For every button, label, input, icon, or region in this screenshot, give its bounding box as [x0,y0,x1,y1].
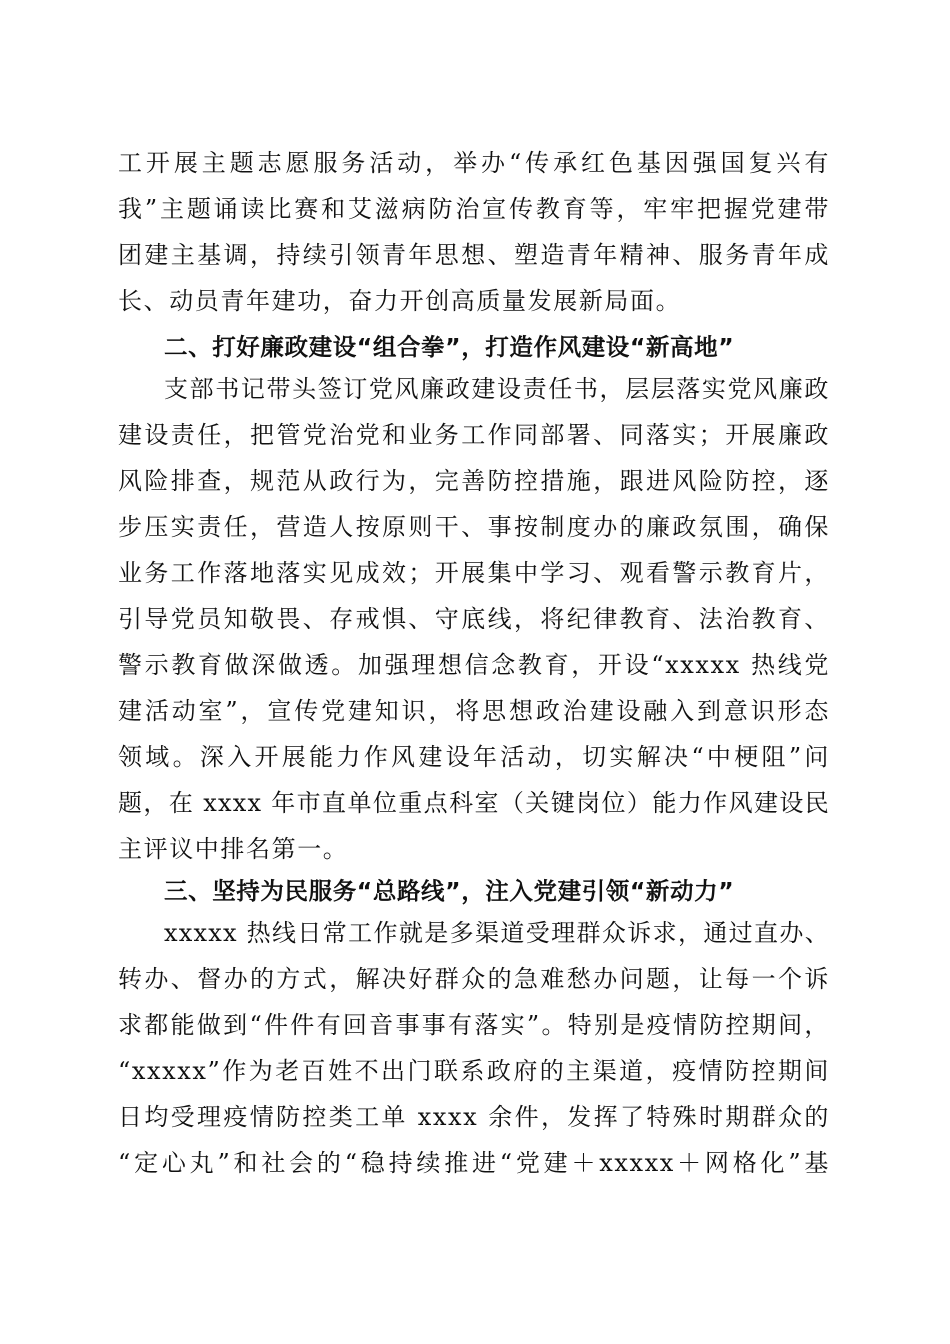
paragraph-line: 我”主题诵读比赛和艾滋病防治宣传教育等，牢牢把握党建带 [118,195,830,223]
paragraph-line: 建设责任，把管党治党和业务工作同部署、同落实；开展廉政 [118,421,830,449]
paragraph-first-line: 支部书记带头签订党风廉政建设责任书，层层落实党风廉政 [164,375,830,403]
paragraph-line: 题，在 xxxx 年市直单位重点科室（关键岗位）能力作风建设民 [118,789,830,817]
paragraph-line: 转办、督办的方式，解决好群众的急难愁办问题，让每一个诉 [118,965,830,993]
paragraph-line: 建活动室”，宣传党建知识，将思想政治建设融入到意识形态 [118,697,830,725]
paragraph-line: 引导党员知敬畏、存戒惧、守底线，将纪律教育、法治教育、 [118,605,830,633]
paragraph-line: 工开展主题志愿服务活动，举办“传承红色基因强国复兴有 [118,149,830,177]
paragraph-line: 求都能做到“件件有回音事事有落实”。特别是疫情防控期间， [118,1011,830,1039]
paragraph-line: 步压实责任，营造人按原则干、事按制度办的廉政氛围，确保 [118,513,830,541]
paragraph-line: 领域。深入开展能力作风建设年活动，切实解决“中梗阻”问 [118,743,830,771]
paragraph-line: 警示教育做深做透。加强理想信念教育，开设“xxxxx 热线党 [118,651,830,679]
paragraph-line: 风险排查，规范从政行为，完善防控措施，跟进风险防控，逐 [118,467,830,495]
paragraph-first-line: xxxxx 热线日常工作就是多渠道受理群众诉求，通过直办、 [164,919,830,947]
paragraph-line: “xxxxx”作为老百姓不出门联系政府的主渠道，疫情防控期间 [118,1057,830,1085]
section-heading-2: 二、打好廉政建设“组合拳”，打造作风建设“新高地” [164,333,735,361]
paragraph-line: 主评议中排名第一。 [118,835,349,863]
paragraph-line: 业务工作落地落实见成效；开展集中学习、观看警示教育片， [118,559,830,587]
paragraph-line: “定心丸”和社会的“稳持续推进“党建＋xxxxx＋网格化”基 [118,1149,830,1177]
paragraph-line: 长、动员青年建功，奋力开创高质量发展新局面。 [118,287,682,315]
paragraph-line: 日均受理疫情防控类工单 xxxx 余件，发挥了特殊时期群众的 [118,1103,830,1131]
section-heading-3: 三、坚持为民服务“总路线”，注入党建引领“新动力” [164,877,735,905]
paragraph-line: 团建主基调，持续引领青年思想、塑造青年精神、服务青年成 [118,241,830,269]
